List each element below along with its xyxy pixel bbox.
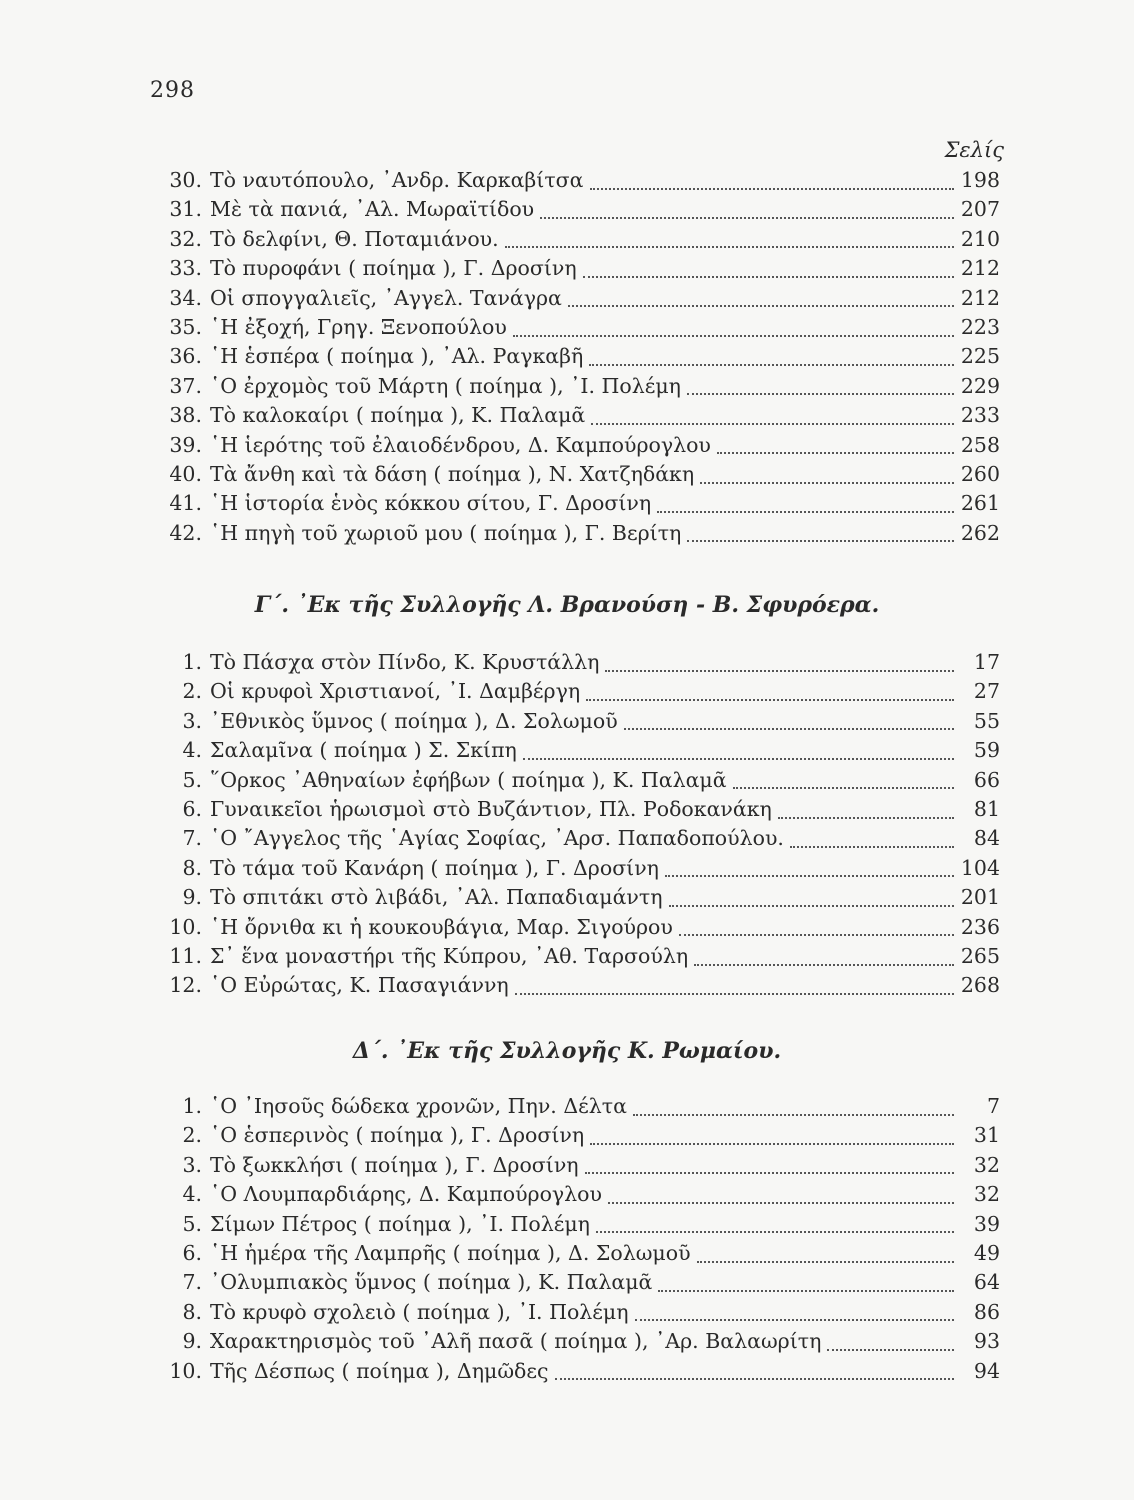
toc-entry [160,797,1000,826]
dot-leader [669,905,954,907]
toc-entry [160,768,1000,797]
entry-number: 3. [182,1152,202,1177]
entry-number: 6. [182,796,202,821]
toc-entry [160,1094,1000,1123]
entry-number: 30. [169,168,202,192]
dot-leader [827,1349,954,1351]
toc-entry [160,344,1000,373]
toc-entry [160,1359,1000,1388]
toc-entry [160,197,1000,226]
dot-leader [585,1172,954,1174]
dot-leader [697,1261,954,1263]
toc-entry [160,1241,1000,1270]
entry-page: 262 [960,520,1000,545]
section-c-heading: Γ΄. ᾿Εκ τῆς Συλλογῆς Λ. Βρανούση - Β. Σφυρόερα. [254,592,880,618]
toc-entry [160,1123,1000,1152]
entry-page: 64 [973,1270,1000,1295]
entry-number: 7. [182,826,202,851]
entry-number: 4. [182,1182,202,1207]
toc-section-c [160,650,1000,1003]
entry-title: Τὰ ἄνθη καὶ τὰ δάση ( ποίημα ), Ν. Χατζηδάκη [210,461,695,486]
entry-page: 27 [973,679,1000,704]
entry-number: 41. [169,491,202,516]
toc-entry [160,1182,1000,1211]
entry-page: 201 [960,885,1000,910]
entry-number: 2. [182,679,202,704]
dot-leader [687,393,954,395]
toc-entry [160,738,1000,767]
entry-page: 236 [960,914,1000,939]
entry-number: 8. [182,855,202,880]
entry-page: 265 [960,943,1000,968]
entry-number: 8. [182,1299,202,1324]
entry-page: 225 [960,344,1000,369]
entry-page: 258 [960,432,1000,457]
entry-title: Τὸ πυροφάνι ( ποίημα ), Γ. Δροσίνη [210,256,577,281]
entry-title: ῾Ο Λουμπαρδιάρης, Δ. Καμπούρογλου [210,1182,602,1207]
entry-number: 35. [169,314,202,339]
entry-number: 4. [182,738,202,763]
entry-title: Τὸ Πάσχα στὸν Πίνδο, Κ. Κρυστάλλη [210,650,600,674]
entry-title: Τὸ ναυτόπουλο, ᾿Ανδρ. Καρκαβίτσα [210,168,584,192]
toc-entry [160,1212,1000,1241]
entry-page: 55 [973,708,1000,733]
toc-entry [160,1153,1000,1182]
dot-leader [589,364,954,366]
entry-number: 9. [182,885,202,910]
entry-page: 17 [973,650,1000,674]
entry-title: Οἱ κρυφοὶ Χριστιανοί, ᾿Ι. Δαμβέργη [210,679,581,704]
pages-column-header: Σελίς [944,138,1004,162]
dot-leader [717,452,954,454]
toc-section-b [160,168,1000,550]
entry-number: 12. [169,973,202,998]
entry-title: ῾Η πηγὴ τοῦ χωριοῦ μου ( ποίημα ), Γ. Βερίτη [210,520,682,545]
entry-title: Γυναικεῖοι ἡρωισμοὶ στὸ Βυζάντιον, Πλ. Ροδοκανάκη [210,796,772,821]
entry-page: 229 [960,373,1000,398]
entry-page: 94 [973,1358,1000,1383]
entry-number: 11. [169,943,202,968]
entry-title: Σίμων Πέτρος ( ποίημα ), ᾿Ι. Πολέμη [210,1211,590,1236]
dot-leader [665,875,954,877]
toc-entry [160,521,1000,550]
entry-number: 39. [169,432,202,457]
entry-number: 37. [169,373,202,398]
entry-title: ῾Η ἑσπέρα ( ποίημα ), ᾿Αλ. Ραγκαβῆ [210,344,584,369]
entry-number: 36. [169,344,202,369]
dot-leader [624,728,954,730]
entry-title: Μὲ τὰ πανιά, ᾿Αλ. Μωραϊτίδου [210,197,535,222]
entry-number: 42. [169,520,202,545]
entry-title: Τῆς Δέσπως ( ποίημα ), Δημῶδες [210,1358,549,1383]
toc-entry [160,1300,1000,1329]
toc-entry [160,915,1000,944]
entry-title: Σαλαμῖνα ( ποίημα ) Σ. Σκίπη [210,738,517,763]
entry-title: ῾Η ἱστορία ἑνὸς κόκκου σίτου, Γ. Δροσίνη [210,491,652,516]
dot-leader [605,670,954,672]
dot-leader [591,423,954,425]
entry-title: Χαρακτηρισμὸς τοῦ ᾿Αλῆ πασᾶ ( ποίημα ), ᾿Αρ. Βαλαωρίτη [210,1329,822,1354]
toc-entry [160,944,1000,973]
entry-page: 93 [973,1329,1000,1354]
entry-title: ῾Ο ᾿Ιησοῦς δώδεκα χρονῶν, Πην. Δέλτα [210,1094,627,1118]
section-d-heading: Δ΄. ᾿Εκ τῆς Συλλογῆς Κ. Ρωμαίου. [352,1038,782,1064]
entry-page: 210 [960,226,1000,251]
entry-number: 5. [182,767,202,792]
entry-title: Τὸ δελφίνι, Θ. Ποταμιάνου. [210,226,499,251]
entry-number: 3. [182,708,202,733]
toc-entry [160,1270,1000,1299]
dot-leader [590,188,954,190]
entry-title: ῾Ο ἑσπερινὸς ( ποίημα ), Γ. Δροσίνη [210,1123,585,1148]
toc-entry [160,709,1000,738]
dot-leader [700,482,954,484]
toc-entry [160,826,1000,855]
entry-page: 59 [973,738,1000,763]
toc-entry [160,433,1000,462]
entry-title: ῞Ορκος ᾿Αθηναίων ἐφήβων ( ποίημα ), Κ. Παλαμᾶ [210,767,727,792]
entry-number: 7. [182,1270,202,1295]
entry-page: 233 [960,403,1000,428]
dot-leader [540,217,954,219]
entry-number: 6. [182,1240,202,1265]
dot-leader [586,699,954,701]
dot-leader [583,276,954,278]
dot-leader [733,787,954,789]
dot-leader [679,934,954,936]
dot-leader [790,846,954,848]
toc-entry [160,315,1000,344]
entry-title: Σ᾿ ἕνα μοναστήρι τῆς Κύπρου, ᾿Αθ. Ταρσούλη [210,943,689,968]
entry-page: 66 [973,767,1000,792]
dot-leader [778,817,954,819]
toc-entry [160,973,1000,1002]
toc-entry [160,650,1000,679]
toc-section-d [160,1094,1000,1388]
dot-leader [555,1378,955,1380]
entry-title: Τὸ κρυφὸ σχολειὸ ( ποίημα ), ᾿Ι. Πολέμη [210,1299,629,1324]
entry-title: Τὸ τάμα τοῦ Κανάρη ( ποίημα ), Γ. Δροσίνη [210,855,659,880]
entry-title: Τὸ καλοκαίρι ( ποίημα ), Κ. Παλαμᾶ [210,403,586,428]
page-number: 298 [150,78,195,103]
entry-page: 212 [960,256,1000,281]
entry-title: ῾Ο ῎Αγγελος τῆς ῾Αγίας Σοφίας, ᾿Αρσ. Παπαδοπούλου. [210,826,784,851]
entry-page: 104 [960,855,1000,880]
toc-entry [160,1329,1000,1358]
entry-page: 212 [960,285,1000,310]
toc-entry [160,168,1000,197]
entry-number: 9. [182,1329,202,1354]
dot-leader [635,1319,954,1321]
entry-number: 1. [182,1094,202,1118]
entry-page: 84 [973,826,1000,851]
entry-title: Τὸ σπιτάκι στὸ λιβάδι, ᾿Αλ. Παπαδιαμάντη [210,885,663,910]
entry-title: ῾Ο Εὐρώτας, Κ. Πασαγιάννη [210,973,509,998]
entry-number: 10. [169,914,202,939]
entry-number: 32. [169,226,202,251]
entry-number: 34. [169,285,202,310]
entry-page: 223 [960,314,1000,339]
dot-leader [568,305,954,307]
toc-entry [160,679,1000,708]
entry-page: 81 [973,796,1000,821]
entry-number: 5. [182,1211,202,1236]
entry-number: 38. [169,403,202,428]
dot-leader [694,964,954,966]
entry-title: ῾Ο ἐρχομὸς τοῦ Μάρτη ( ποίημα ), ᾿Ι. Πολέμη [210,373,681,398]
entry-page: 7 [986,1094,1000,1118]
dot-leader [633,1114,954,1116]
toc-entry [160,256,1000,285]
dot-leader [590,1143,954,1145]
entry-title: Οἱ σπογγαλιεῖς, ᾿Αγγελ. Τανάγρα [210,285,562,310]
toc-entry [160,227,1000,256]
entry-title: ᾿Εθνικὸς ὕμνος ( ποίημα ), Δ. Σολωμοῦ [210,708,618,733]
entry-title: ῾Η ἐξοχή, Γρηγ. Ξενοπούλου [210,314,507,339]
toc-entry [160,374,1000,403]
entry-title: Τὸ ξωκκλήσι ( ποίημα ), Γ. Δροσίνη [210,1152,579,1177]
dot-leader [515,993,954,995]
entry-page: 32 [973,1182,1000,1207]
dot-leader [505,246,954,248]
entry-page: 32 [973,1152,1000,1177]
entry-number: 40. [169,461,202,486]
toc-entry [160,885,1000,914]
entry-title: ῾Η ὄρνιθα κι ἡ κουκουβάγια, Μαρ. Σιγούρου [210,914,673,939]
dot-leader [658,1290,954,1292]
dot-leader [687,540,954,542]
entry-page: 39 [973,1211,1000,1236]
entry-number: 2. [182,1123,202,1148]
dot-leader [596,1231,954,1233]
entry-number: 33. [169,256,202,281]
entry-title: ῾Η ἱερότης τοῦ ἐλαιοδένδρου, Δ. Καμπούρογλου [210,432,711,457]
toc-entry [160,403,1000,432]
entry-page: 31 [973,1123,1000,1148]
entry-page: 49 [973,1240,1000,1265]
toc-entry [160,491,1000,520]
dot-leader [608,1202,954,1204]
entry-page: 86 [973,1299,1000,1324]
dot-leader [657,511,954,513]
entry-number: 31. [169,197,202,222]
entry-page: 261 [960,491,1000,516]
toc-entry [160,462,1000,491]
dot-leader [513,335,954,337]
entry-page: 260 [960,461,1000,486]
entry-number: 10. [169,1358,202,1383]
entry-title: ᾿Ολυμπιακὸς ὕμνος ( ποίημα ), Κ. Παλαμᾶ [210,1270,653,1295]
entry-page: 198 [960,168,1000,192]
entry-page: 268 [960,973,1000,998]
entry-number: 1. [182,650,202,674]
entry-page: 207 [960,197,1000,222]
dot-leader [523,758,954,760]
toc-entry [160,286,1000,315]
entry-title: ῾Η ἡμέρα τῆς Λαμπρῆς ( ποίημα ), Δ. Σολωμοῦ [210,1240,691,1265]
toc-entry [160,856,1000,885]
